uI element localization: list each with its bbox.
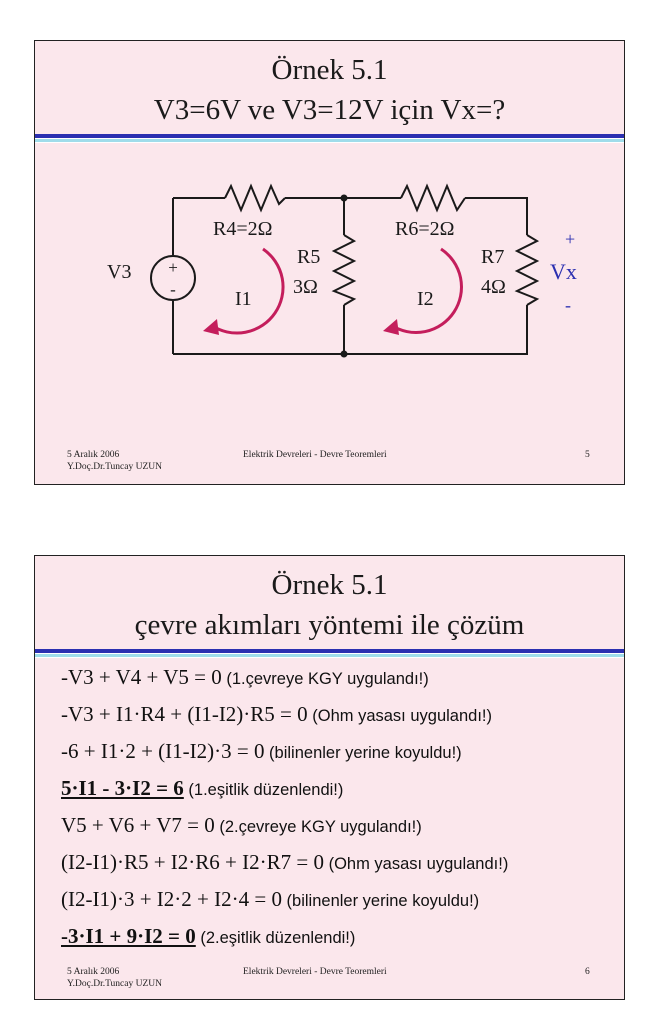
vx-plus: + (565, 229, 576, 249)
resistor-r7 (517, 235, 537, 305)
slide-title: Örnek 5.1 (271, 54, 388, 86)
resistor-r6 (401, 186, 465, 210)
equation-line (61, 738, 462, 766)
slide-title-area (35, 556, 624, 649)
resistor-r5 (334, 235, 354, 305)
equation-text: -V3 + V4 + V5 = 0 (61, 665, 222, 689)
node-top (341, 195, 348, 202)
title-rule-secondary (35, 139, 624, 142)
title-rule (35, 649, 624, 653)
resistor-r4 (225, 186, 285, 210)
footer-author: Y.Doç.Dr.Tuncay UZUN (67, 462, 162, 472)
equation-text: (I2-I1)·R5 + I2·R6 + I2·R7 = 0 (61, 850, 324, 874)
vx-label: Vx (550, 259, 577, 284)
equation-text: -6 + I1·2 + (I1-I2)·3 = 0 (61, 739, 265, 763)
equation-note: (2.eşitlik düzenlendi!) (195, 929, 356, 947)
equation-line (61, 664, 429, 692)
result-equation-1: 5·I1 - 3·I2 = 6 (61, 776, 184, 800)
r5-value: 3Ω (293, 276, 318, 298)
equation-note: (1.eşitlik düzenlendi!) (183, 781, 344, 799)
r7-value: 4Ω (481, 276, 506, 298)
slide-title: Örnek 5.1 (271, 569, 388, 601)
slide-body (35, 143, 624, 484)
circuit-diagram (35, 143, 624, 483)
equation-line (61, 812, 422, 840)
source-minus: - (170, 280, 176, 299)
footer-page: 6 (585, 967, 590, 977)
equation-note: (bilinenler yerine koyuldu!) (281, 892, 480, 910)
r7-name: R7 (481, 246, 505, 268)
equation-note: (1.çevreye KGY uygulandı!) (221, 670, 429, 688)
footer-page: 5 (585, 450, 590, 460)
equation-note: (2.çevreye KGY uygulandı!) (214, 818, 422, 836)
footer-date: 5 Aralık 2006 (67, 450, 120, 460)
r6-label: R6=2Ω (395, 218, 455, 240)
footer-date: 5 Aralık 2006 (67, 967, 120, 977)
loop1-label: I1 (235, 288, 252, 310)
slide-6 (34, 555, 625, 1000)
equation-text: -V3 + I1·R4 + (I1-I2)·R5 = 0 (61, 702, 308, 726)
source-label: V3 (107, 261, 132, 283)
wire-bottom (173, 305, 527, 354)
slide-title-area (35, 41, 624, 134)
footer-course: Elektrik Devreleri - Devre Teoremleri (243, 967, 387, 977)
equation-line (61, 775, 343, 803)
node-bottom (341, 351, 348, 358)
r4-label: R4=2Ω (213, 218, 273, 240)
slide-subtitle: V3=6V ve V3=12V için Vx=? (153, 94, 506, 126)
slide-body (35, 658, 624, 999)
source-plus: + (168, 258, 178, 277)
loop2-arrowhead (383, 319, 399, 335)
slide-5 (34, 40, 625, 485)
vx-minus: - (565, 295, 571, 315)
footer-author: Y.Doç.Dr.Tuncay UZUN (67, 979, 162, 989)
equation-note: (Ohm yasası uygulandı!) (323, 855, 509, 873)
loop2-label: I2 (417, 288, 434, 310)
slide-subtitle: çevre akımları yöntemi ile çözüm (134, 609, 525, 641)
equation-line (61, 886, 479, 914)
result-equation-2: -3·I1 + 9·I2 = 0 (61, 924, 196, 948)
equation-note: (Ohm yasası uygulandı!) (307, 707, 492, 725)
title-rule (35, 134, 624, 138)
footer-course: Elektrik Devreleri - Devre Teoremleri (243, 450, 387, 460)
equation-text: (I2-I1)·3 + I2·2 + I2·4 = 0 (61, 887, 282, 911)
loop1-arrowhead (203, 319, 219, 335)
equation-text: V5 + V6 + V7 = 0 (61, 813, 215, 837)
r5-name: R5 (297, 246, 321, 268)
title-rule-secondary (35, 654, 624, 657)
wire-top-right (465, 198, 527, 235)
equation-line (61, 849, 508, 877)
equation-note: (bilinenler yerine koyuldu!) (264, 744, 462, 762)
equation-line (61, 923, 355, 951)
equation-line (61, 701, 492, 729)
